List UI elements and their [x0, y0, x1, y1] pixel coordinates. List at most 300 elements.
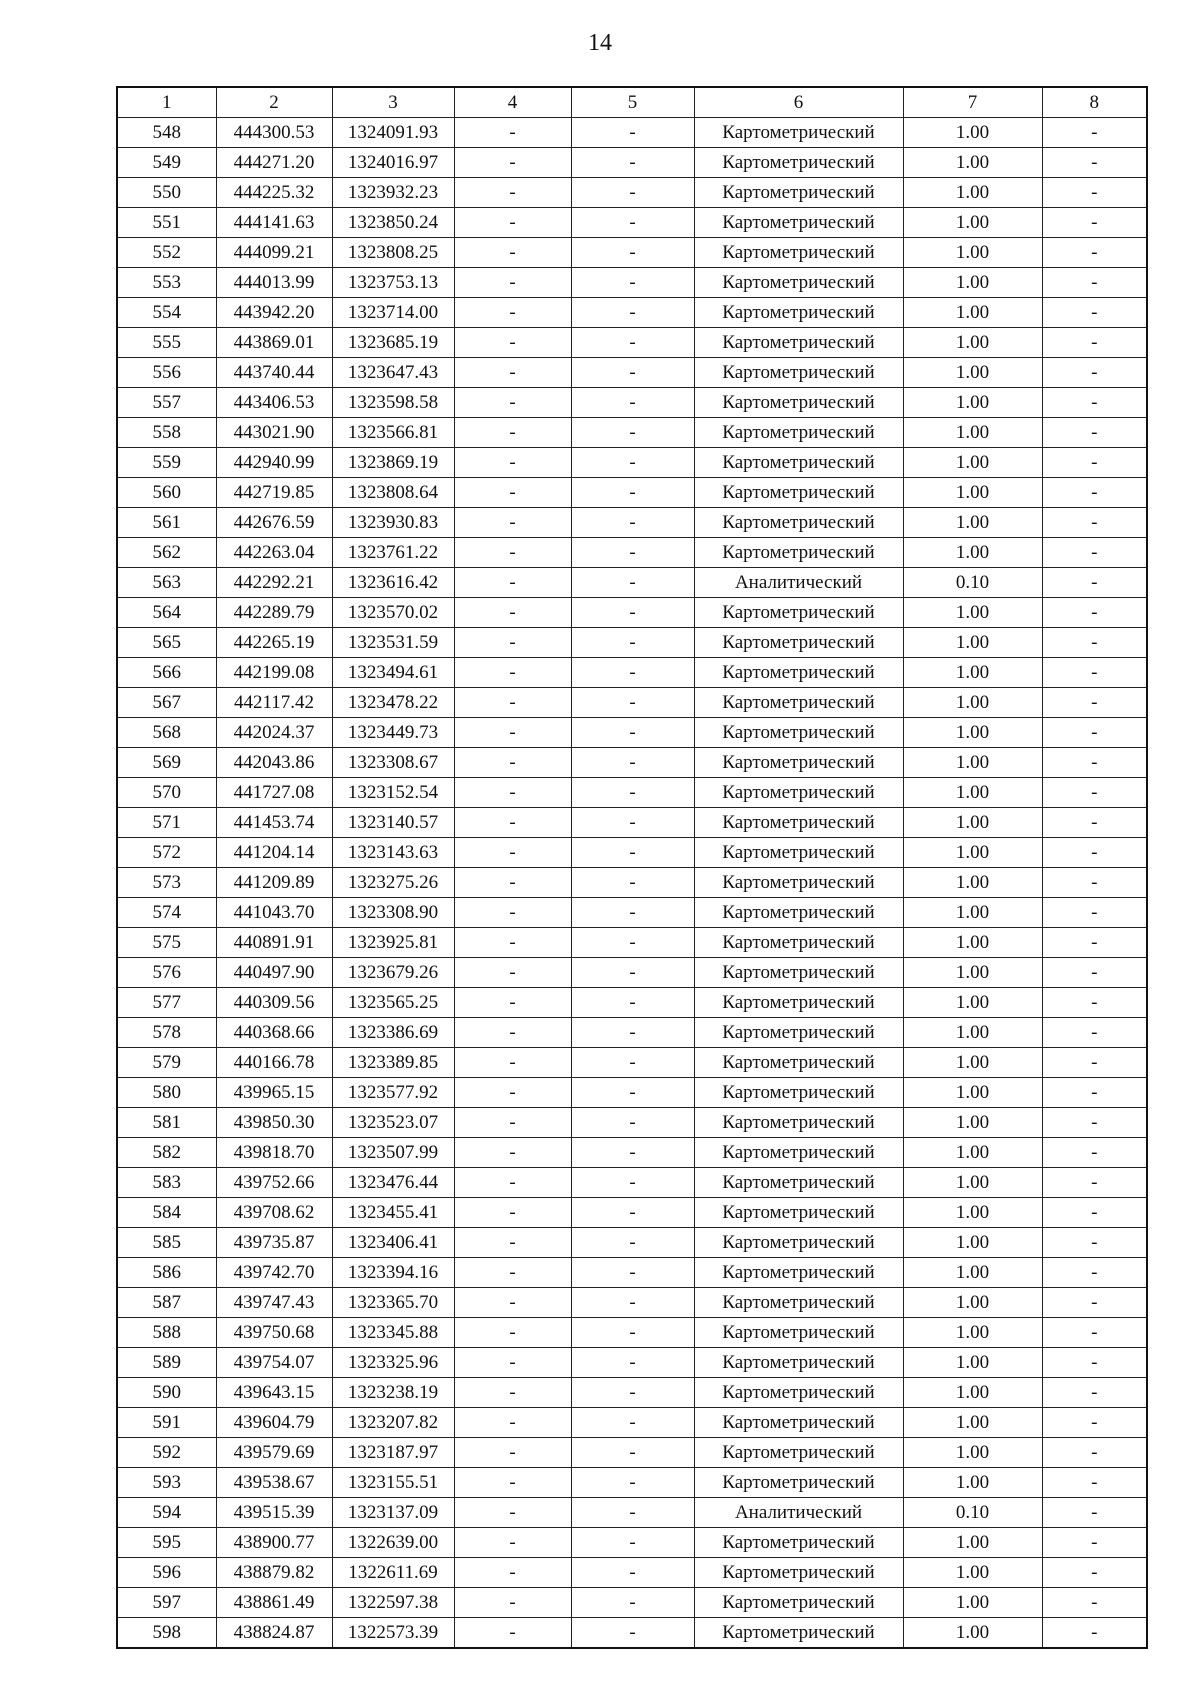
col4-value-cell: - [454, 1408, 571, 1438]
y-coordinate-cell: 1323616.42 [332, 568, 454, 598]
col8-value-cell: - [1042, 1018, 1147, 1048]
col8-value-cell: - [1042, 1528, 1147, 1558]
accuracy-cell: 1.00 [903, 808, 1042, 838]
y-coordinate-cell: 1323850.24 [332, 208, 454, 238]
y-coordinate-cell: 1323308.90 [332, 898, 454, 928]
x-coordinate-cell: 438861.49 [216, 1588, 332, 1618]
method-cell: Картометрический [694, 388, 903, 418]
y-coordinate-cell: 1324091.93 [332, 118, 454, 148]
table-header [117, 87, 1147, 118]
table-row [117, 1108, 1147, 1138]
point-number-cell: 576 [117, 958, 216, 988]
accuracy-cell: 1.00 [903, 748, 1042, 778]
y-coordinate-cell: 1323449.73 [332, 718, 454, 748]
point-number-cell: 586 [117, 1258, 216, 1288]
x-coordinate-cell: 442289.79 [216, 598, 332, 628]
table-row [117, 388, 1147, 418]
table-row [117, 508, 1147, 538]
accuracy-cell: 1.00 [903, 628, 1042, 658]
y-coordinate-cell: 1323386.69 [332, 1018, 454, 1048]
table-row [117, 1438, 1147, 1468]
col8-value-cell: - [1042, 1498, 1147, 1528]
point-number-cell: 565 [117, 628, 216, 658]
accuracy-cell: 1.00 [903, 1018, 1042, 1048]
point-number-cell: 572 [117, 838, 216, 868]
method-cell: Картометрический [694, 1558, 903, 1588]
col8-value-cell: - [1042, 628, 1147, 658]
y-coordinate-cell: 1323455.41 [332, 1198, 454, 1228]
point-number-cell: 558 [117, 418, 216, 448]
col4-value-cell: - [454, 358, 571, 388]
accuracy-cell: 1.00 [903, 1228, 1042, 1258]
col4-value-cell: - [454, 748, 571, 778]
col5-value-cell: - [571, 598, 694, 628]
col4-value-cell: - [454, 568, 571, 598]
accuracy-cell: 1.00 [903, 478, 1042, 508]
x-coordinate-cell: 444300.53 [216, 118, 332, 148]
y-coordinate-cell: 1323389.85 [332, 1048, 454, 1078]
col8-value-cell: - [1042, 1468, 1147, 1498]
accuracy-cell: 1.00 [903, 1408, 1042, 1438]
x-coordinate-cell: 439735.87 [216, 1228, 332, 1258]
table-row [117, 238, 1147, 268]
method-cell: Картометрический [694, 1618, 903, 1649]
accuracy-cell: 1.00 [903, 118, 1042, 148]
accuracy-cell: 1.00 [903, 958, 1042, 988]
x-coordinate-cell: 442292.21 [216, 568, 332, 598]
table-row [117, 1138, 1147, 1168]
col4-value-cell: - [454, 1078, 571, 1108]
method-cell: Аналитический [694, 568, 903, 598]
method-cell: Картометрический [694, 1408, 903, 1438]
col4-value-cell: - [454, 1588, 571, 1618]
y-coordinate-cell: 1323925.81 [332, 928, 454, 958]
point-number-cell: 570 [117, 778, 216, 808]
table-row [117, 538, 1147, 568]
table-row [117, 988, 1147, 1018]
method-cell: Картометрический [694, 118, 903, 148]
point-number-cell: 559 [117, 448, 216, 478]
method-cell: Картометрический [694, 478, 903, 508]
col4-value-cell: - [454, 478, 571, 508]
x-coordinate-cell: 439850.30 [216, 1108, 332, 1138]
method-cell: Картометрический [694, 928, 903, 958]
point-number-cell: 583 [117, 1168, 216, 1198]
col4-value-cell: - [454, 328, 571, 358]
table-row [117, 1408, 1147, 1438]
col4-value-cell: - [454, 838, 571, 868]
col5-value-cell: - [571, 1018, 694, 1048]
x-coordinate-cell: 441209.89 [216, 868, 332, 898]
x-coordinate-cell: 439965.15 [216, 1078, 332, 1108]
col8-value-cell: - [1042, 898, 1147, 928]
accuracy-cell: 1.00 [903, 1318, 1042, 1348]
table-row [117, 898, 1147, 928]
y-coordinate-cell: 1323685.19 [332, 328, 454, 358]
method-cell: Картометрический [694, 748, 903, 778]
col5-value-cell: - [571, 778, 694, 808]
table-row [117, 1348, 1147, 1378]
point-number-cell: 593 [117, 1468, 216, 1498]
x-coordinate-cell: 439604.79 [216, 1408, 332, 1438]
col4-value-cell: - [454, 208, 571, 238]
col4-value-cell: - [454, 1048, 571, 1078]
method-cell: Картометрический [694, 1528, 903, 1558]
point-number-cell: 562 [117, 538, 216, 568]
point-number-cell: 588 [117, 1318, 216, 1348]
col5-value-cell: - [571, 628, 694, 658]
col4-value-cell: - [454, 1288, 571, 1318]
col8-value-cell: - [1042, 748, 1147, 778]
col4-value-cell: - [454, 628, 571, 658]
table-row [117, 658, 1147, 688]
col8-value-cell: - [1042, 1588, 1147, 1618]
point-number-cell: 568 [117, 718, 216, 748]
col4-value-cell: - [454, 508, 571, 538]
table-row [117, 838, 1147, 868]
table-row [117, 148, 1147, 178]
col5-value-cell: - [571, 328, 694, 358]
point-number-cell: 584 [117, 1198, 216, 1228]
point-number-cell: 591 [117, 1408, 216, 1438]
accuracy-cell: 1.00 [903, 778, 1042, 808]
method-cell: Картометрический [694, 1438, 903, 1468]
accuracy-cell: 1.00 [903, 688, 1042, 718]
y-coordinate-cell: 1323531.59 [332, 628, 454, 658]
accuracy-cell: 1.00 [903, 598, 1042, 628]
x-coordinate-cell: 439747.43 [216, 1288, 332, 1318]
y-coordinate-cell: 1323577.92 [332, 1078, 454, 1108]
accuracy-cell: 1.00 [903, 508, 1042, 538]
col8-value-cell: - [1042, 1108, 1147, 1138]
point-number-cell: 549 [117, 148, 216, 178]
col4-value-cell: - [454, 928, 571, 958]
y-coordinate-cell: 1323152.54 [332, 778, 454, 808]
point-number-cell: 582 [117, 1138, 216, 1168]
col8-value-cell: - [1042, 178, 1147, 208]
accuracy-cell: 1.00 [903, 1378, 1042, 1408]
table-row [117, 1468, 1147, 1498]
x-coordinate-cell: 441043.70 [216, 898, 332, 928]
table-row [117, 1048, 1147, 1078]
col5-value-cell: - [571, 1528, 694, 1558]
header-cell: 7 [903, 87, 1042, 118]
y-coordinate-cell: 1322597.38 [332, 1588, 454, 1618]
col5-value-cell: - [571, 388, 694, 418]
header-cell: 4 [454, 87, 571, 118]
col8-value-cell: - [1042, 1078, 1147, 1108]
x-coordinate-cell: 441204.14 [216, 838, 332, 868]
y-coordinate-cell: 1323598.58 [332, 388, 454, 418]
method-cell: Картометрический [694, 1138, 903, 1168]
table-row [117, 688, 1147, 718]
accuracy-cell: 1.00 [903, 268, 1042, 298]
accuracy-cell: 1.00 [903, 1438, 1042, 1468]
point-number-cell: 573 [117, 868, 216, 898]
col4-value-cell: - [454, 1618, 571, 1649]
col4-value-cell: - [454, 1378, 571, 1408]
point-number-cell: 577 [117, 988, 216, 1018]
x-coordinate-cell: 443406.53 [216, 388, 332, 418]
x-coordinate-cell: 443869.01 [216, 328, 332, 358]
col4-value-cell: - [454, 1318, 571, 1348]
point-number-cell: 578 [117, 1018, 216, 1048]
x-coordinate-cell: 442676.59 [216, 508, 332, 538]
accuracy-cell: 0.10 [903, 1498, 1042, 1528]
col8-value-cell: - [1042, 148, 1147, 178]
header-cell: 8 [1042, 87, 1147, 118]
col5-value-cell: - [571, 1228, 694, 1258]
point-number-cell: 552 [117, 238, 216, 268]
col4-value-cell: - [454, 1558, 571, 1588]
x-coordinate-cell: 442940.99 [216, 448, 332, 478]
y-coordinate-cell: 1323647.43 [332, 358, 454, 388]
table-row [117, 598, 1147, 628]
table-row [117, 628, 1147, 658]
x-coordinate-cell: 440497.90 [216, 958, 332, 988]
method-cell: Картометрический [694, 778, 903, 808]
col5-value-cell: - [571, 988, 694, 1018]
x-coordinate-cell: 442199.08 [216, 658, 332, 688]
col8-value-cell: - [1042, 1138, 1147, 1168]
table-row [117, 928, 1147, 958]
method-cell: Картометрический [694, 1378, 903, 1408]
method-cell: Картометрический [694, 658, 903, 688]
method-cell: Картометрический [694, 178, 903, 208]
x-coordinate-cell: 443021.90 [216, 418, 332, 448]
method-cell: Картометрический [694, 868, 903, 898]
col4-value-cell: - [454, 238, 571, 268]
col8-value-cell: - [1042, 1288, 1147, 1318]
col4-value-cell: - [454, 778, 571, 808]
table-row [117, 358, 1147, 388]
x-coordinate-cell: 439818.70 [216, 1138, 332, 1168]
col8-value-cell: - [1042, 658, 1147, 688]
accuracy-cell: 1.00 [903, 928, 1042, 958]
point-number-cell: 566 [117, 658, 216, 688]
col4-value-cell: - [454, 298, 571, 328]
table-row [117, 448, 1147, 478]
table-row [117, 1198, 1147, 1228]
accuracy-cell: 1.00 [903, 838, 1042, 868]
col8-value-cell: - [1042, 1228, 1147, 1258]
col8-value-cell: - [1042, 118, 1147, 148]
table-row [117, 478, 1147, 508]
point-number-cell: 587 [117, 1288, 216, 1318]
method-cell: Картометрический [694, 1348, 903, 1378]
y-coordinate-cell: 1323137.09 [332, 1498, 454, 1528]
header-cell: 5 [571, 87, 694, 118]
y-coordinate-cell: 1323869.19 [332, 448, 454, 478]
table-row [117, 1378, 1147, 1408]
method-cell: Картометрический [694, 1588, 903, 1618]
point-number-cell: 564 [117, 598, 216, 628]
col4-value-cell: - [454, 1348, 571, 1378]
x-coordinate-cell: 444271.20 [216, 148, 332, 178]
col5-value-cell: - [571, 418, 694, 448]
col4-value-cell: - [454, 178, 571, 208]
x-coordinate-cell: 439742.70 [216, 1258, 332, 1288]
accuracy-cell: 1.00 [903, 1588, 1042, 1618]
col8-value-cell: - [1042, 1558, 1147, 1588]
accuracy-cell: 1.00 [903, 208, 1042, 238]
table-row [117, 778, 1147, 808]
point-number-cell: 594 [117, 1498, 216, 1528]
point-number-cell: 585 [117, 1228, 216, 1258]
method-cell: Картометрический [694, 508, 903, 538]
method-cell: Картометрический [694, 538, 903, 568]
table-row [117, 268, 1147, 298]
x-coordinate-cell: 442024.37 [216, 718, 332, 748]
table-row [117, 1558, 1147, 1588]
point-number-cell: 574 [117, 898, 216, 928]
col5-value-cell: - [571, 838, 694, 868]
table-row [117, 1168, 1147, 1198]
point-number-cell: 589 [117, 1348, 216, 1378]
col4-value-cell: - [454, 958, 571, 988]
accuracy-cell: 1.00 [903, 418, 1042, 448]
table-row [117, 178, 1147, 208]
accuracy-cell: 1.00 [903, 358, 1042, 388]
table-row [117, 1588, 1147, 1618]
col5-value-cell: - [571, 688, 694, 718]
y-coordinate-cell: 1323566.81 [332, 418, 454, 448]
point-number-cell: 556 [117, 358, 216, 388]
y-coordinate-cell: 1323714.00 [332, 298, 454, 328]
col4-value-cell: - [454, 658, 571, 688]
method-cell: Картометрический [694, 298, 903, 328]
point-number-cell: 557 [117, 388, 216, 418]
x-coordinate-cell: 441727.08 [216, 778, 332, 808]
col4-value-cell: - [454, 1258, 571, 1288]
col4-value-cell: - [454, 808, 571, 838]
col5-value-cell: - [571, 478, 694, 508]
method-cell: Картометрический [694, 268, 903, 298]
y-coordinate-cell: 1323238.19 [332, 1378, 454, 1408]
col5-value-cell: - [571, 538, 694, 568]
x-coordinate-cell: 444225.32 [216, 178, 332, 208]
method-cell: Картометрический [694, 1318, 903, 1348]
col5-value-cell: - [571, 1288, 694, 1318]
x-coordinate-cell: 442043.86 [216, 748, 332, 778]
x-coordinate-cell: 439579.69 [216, 1438, 332, 1468]
col5-value-cell: - [571, 1438, 694, 1468]
method-cell: Картометрический [694, 358, 903, 388]
accuracy-cell: 1.00 [903, 328, 1042, 358]
coordinates-table [116, 86, 1148, 1649]
col4-value-cell: - [454, 148, 571, 178]
col5-value-cell: - [571, 1258, 694, 1288]
accuracy-cell: 1.00 [903, 148, 1042, 178]
col8-value-cell: - [1042, 1198, 1147, 1228]
col4-value-cell: - [454, 1498, 571, 1528]
method-cell: Картометрический [694, 718, 903, 748]
col8-value-cell: - [1042, 838, 1147, 868]
accuracy-cell: 1.00 [903, 1108, 1042, 1138]
accuracy-cell: 1.00 [903, 1288, 1042, 1318]
col4-value-cell: - [454, 988, 571, 1018]
col4-value-cell: - [454, 448, 571, 478]
point-number-cell: 567 [117, 688, 216, 718]
method-cell: Картометрический [694, 208, 903, 238]
method-cell: Картометрический [694, 1228, 903, 1258]
point-number-cell: 596 [117, 1558, 216, 1588]
method-cell: Картометрический [694, 688, 903, 718]
col5-value-cell: - [571, 1498, 694, 1528]
method-cell: Картометрический [694, 958, 903, 988]
x-coordinate-cell: 442719.85 [216, 478, 332, 508]
col5-value-cell: - [571, 148, 694, 178]
accuracy-cell: 1.00 [903, 1558, 1042, 1588]
col8-value-cell: - [1042, 1408, 1147, 1438]
point-number-cell: 581 [117, 1108, 216, 1138]
accuracy-cell: 1.00 [903, 718, 1042, 748]
point-number-cell: 555 [117, 328, 216, 358]
col5-value-cell: - [571, 958, 694, 988]
col8-value-cell: - [1042, 508, 1147, 538]
col5-value-cell: - [571, 748, 694, 778]
x-coordinate-cell: 441453.74 [216, 808, 332, 838]
y-coordinate-cell: 1323155.51 [332, 1468, 454, 1498]
col5-value-cell: - [571, 1618, 694, 1649]
y-coordinate-cell: 1323808.64 [332, 478, 454, 508]
x-coordinate-cell: 440166.78 [216, 1048, 332, 1078]
col5-value-cell: - [571, 808, 694, 838]
y-coordinate-cell: 1322639.00 [332, 1528, 454, 1558]
col5-value-cell: - [571, 178, 694, 208]
y-coordinate-cell: 1323932.23 [332, 178, 454, 208]
x-coordinate-cell: 443942.20 [216, 298, 332, 328]
col4-value-cell: - [454, 1438, 571, 1468]
col4-value-cell: - [454, 268, 571, 298]
table-row [117, 1318, 1147, 1348]
x-coordinate-cell: 444013.99 [216, 268, 332, 298]
col4-value-cell: - [454, 898, 571, 928]
col4-value-cell: - [454, 1198, 571, 1228]
col4-value-cell: - [454, 688, 571, 718]
accuracy-cell: 1.00 [903, 538, 1042, 568]
method-cell: Картометрический [694, 628, 903, 658]
col5-value-cell: - [571, 1138, 694, 1168]
col8-value-cell: - [1042, 808, 1147, 838]
col8-value-cell: - [1042, 328, 1147, 358]
point-number-cell: 550 [117, 178, 216, 208]
accuracy-cell: 1.00 [903, 238, 1042, 268]
col5-value-cell: - [571, 1078, 694, 1108]
accuracy-cell: 1.00 [903, 1078, 1042, 1108]
header-row [117, 87, 1147, 118]
method-cell: Картометрический [694, 1198, 903, 1228]
col5-value-cell: - [571, 508, 694, 538]
table-row [117, 1078, 1147, 1108]
col8-value-cell: - [1042, 268, 1147, 298]
col5-value-cell: - [571, 118, 694, 148]
y-coordinate-cell: 1323308.67 [332, 748, 454, 778]
x-coordinate-cell: 439515.39 [216, 1498, 332, 1528]
col8-value-cell: - [1042, 1378, 1147, 1408]
point-number-cell: 580 [117, 1078, 216, 1108]
col5-value-cell: - [571, 1048, 694, 1078]
point-number-cell: 563 [117, 568, 216, 598]
point-number-cell: 560 [117, 478, 216, 508]
method-cell: Картометрический [694, 1168, 903, 1198]
y-coordinate-cell: 1323808.25 [332, 238, 454, 268]
y-coordinate-cell: 1323207.82 [332, 1408, 454, 1438]
col4-value-cell: - [454, 718, 571, 748]
y-coordinate-cell: 1323406.41 [332, 1228, 454, 1258]
col8-value-cell: - [1042, 568, 1147, 598]
accuracy-cell: 1.00 [903, 298, 1042, 328]
